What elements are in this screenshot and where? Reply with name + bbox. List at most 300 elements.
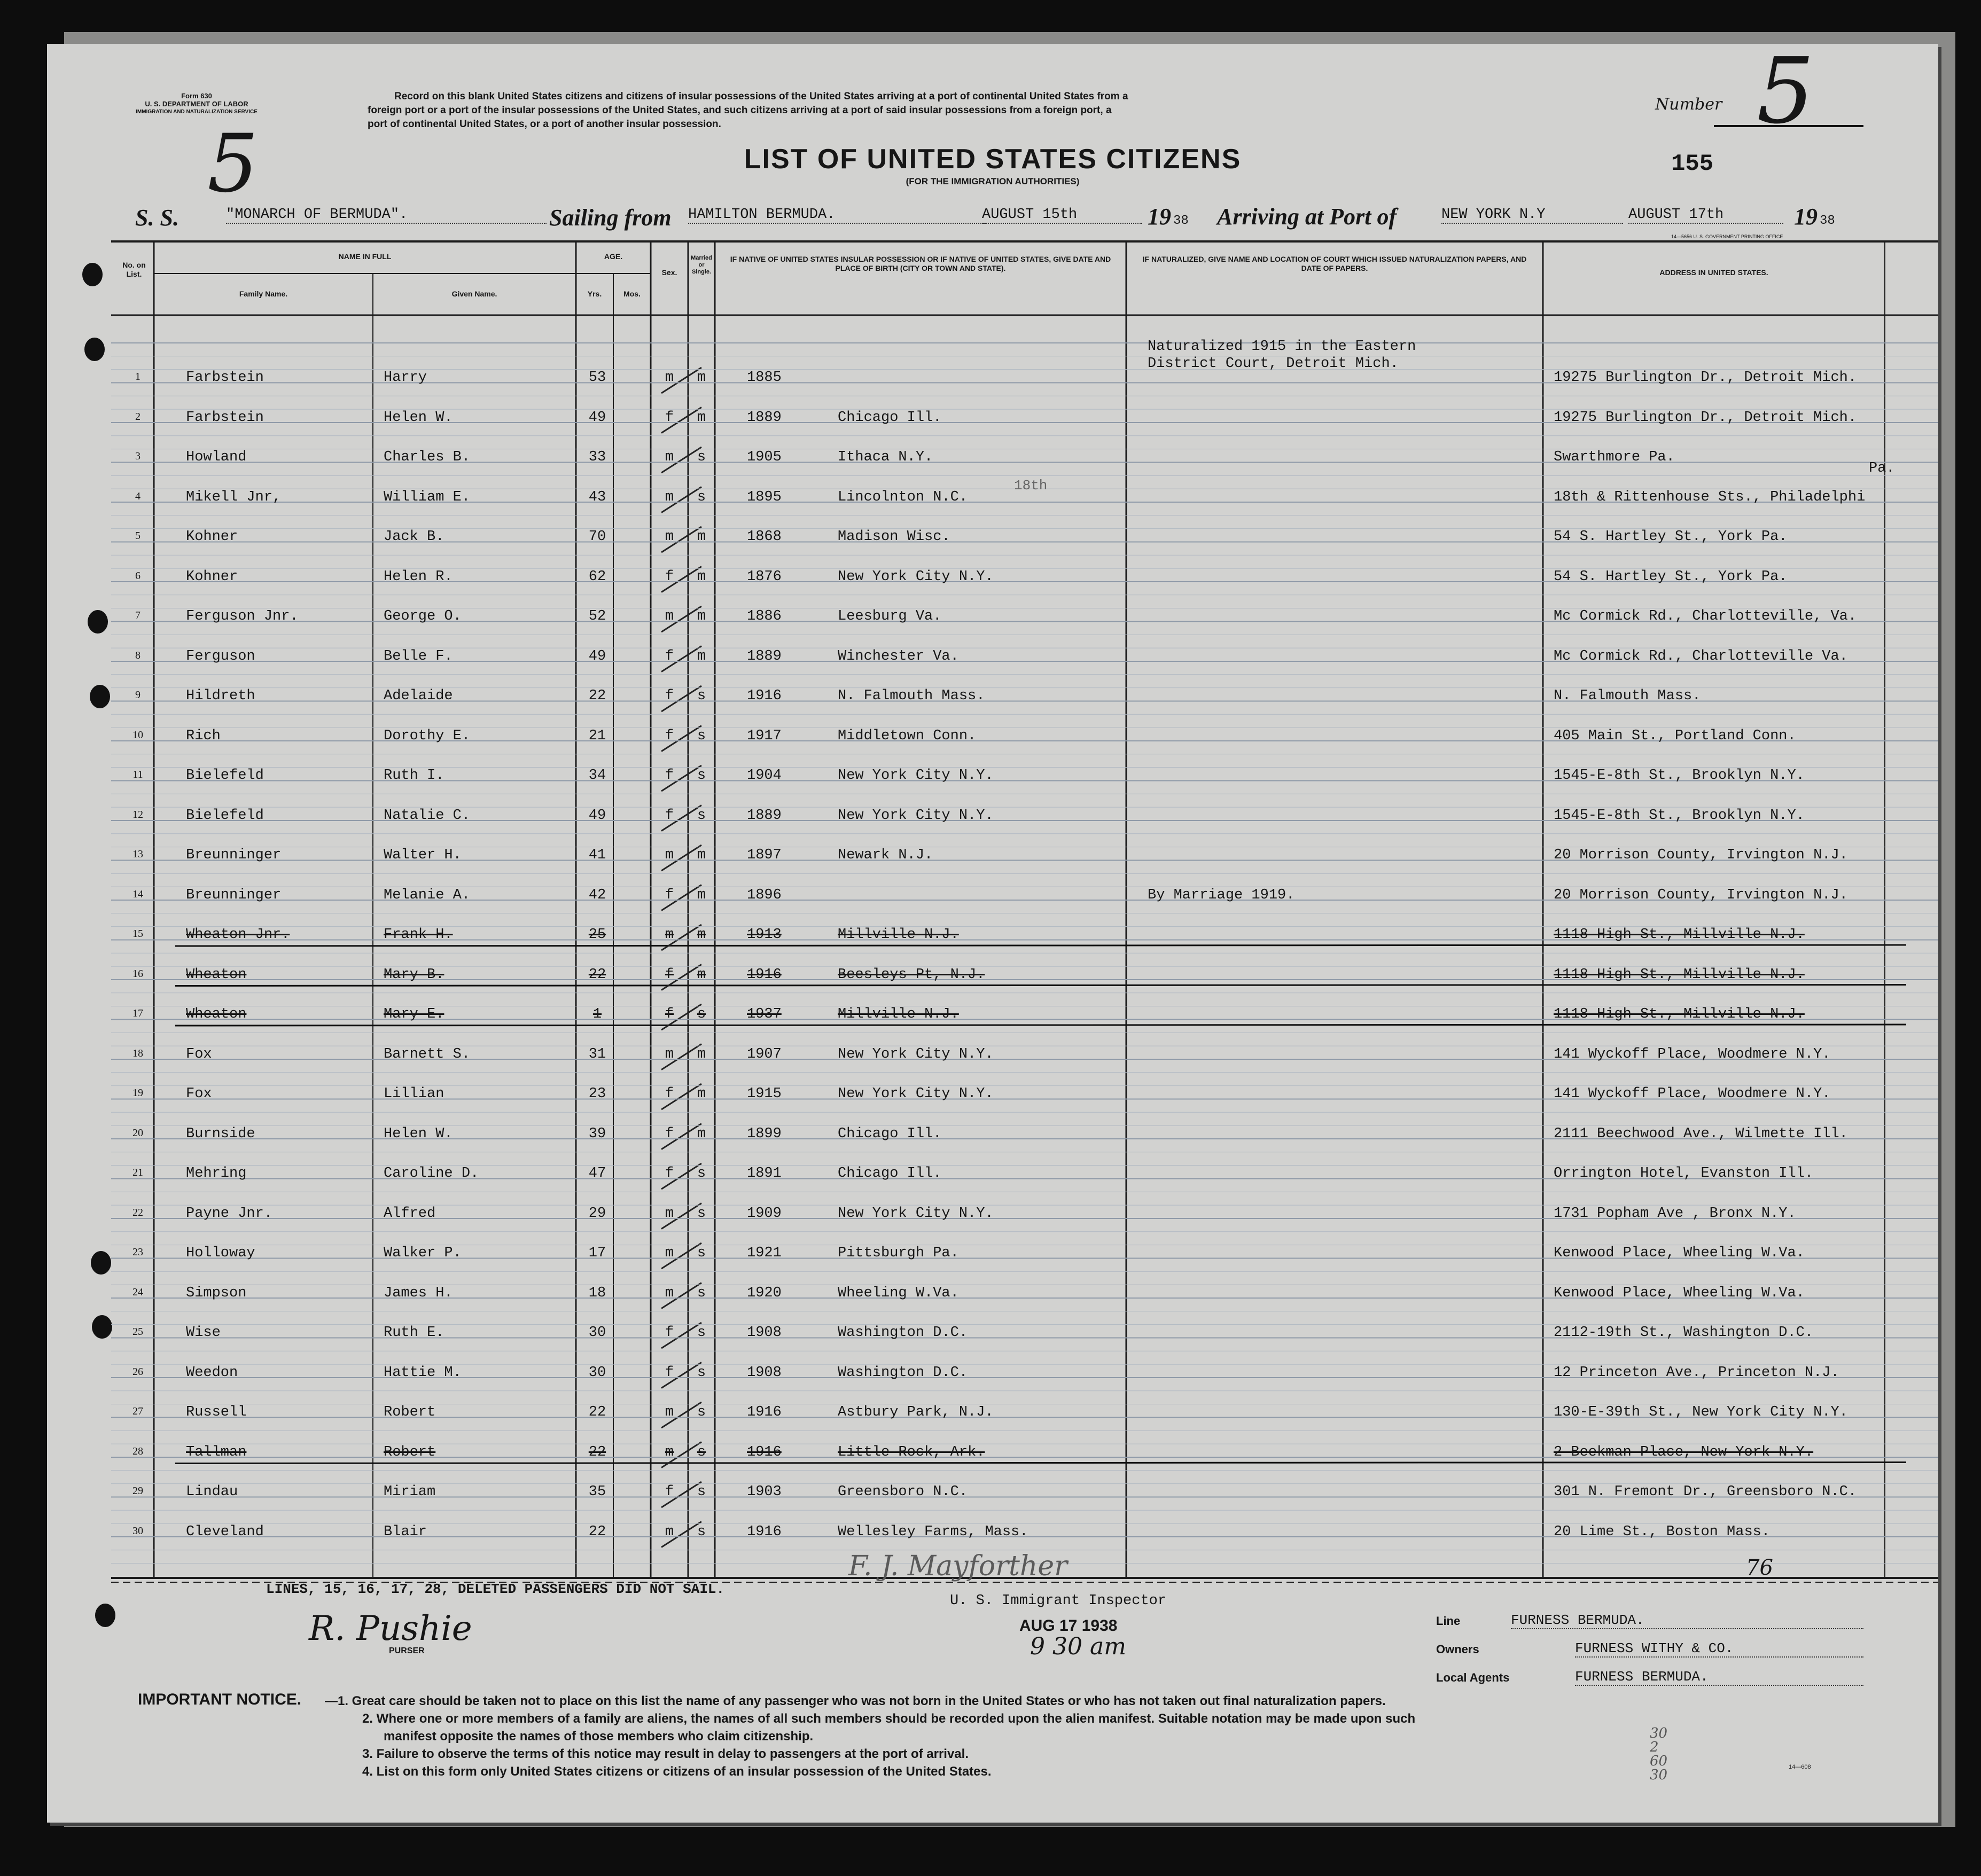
sex: f: [665, 1125, 674, 1142]
birth-year: 1916: [747, 1444, 782, 1460]
marital-status: s: [697, 688, 706, 704]
family-name: Kohner: [186, 568, 238, 585]
family-name: Wheaton: [186, 1006, 247, 1022]
col-head-sex: Sex.: [661, 268, 677, 277]
given-name: Frank H.: [384, 927, 453, 943]
number-value: 5: [1757, 44, 1815, 144]
address: 405 Main St., Portland Conn.: [1554, 728, 1796, 744]
family-name: Russell: [186, 1404, 247, 1420]
sex: f: [665, 1484, 674, 1500]
birth-year: 1876: [747, 568, 782, 585]
family-name: Farbstein: [186, 409, 264, 426]
tally-line: 60: [1650, 1753, 1668, 1769]
birth-year: 1897: [747, 847, 782, 863]
sex: f: [665, 966, 674, 983]
age-years: 49: [588, 807, 606, 824]
notice-item-1: —1. Great care should be taken not to place on this list the name of any passenger who was not born in the United States or who has not taken out final naturalization papers.: [325, 1694, 1386, 1708]
line-value: FURNESS BERMUDA.: [1511, 1612, 1863, 1629]
handwritten-sheet-number: 5: [207, 118, 259, 210]
birth-place: New York City N.Y.: [838, 1205, 994, 1222]
birth-place: New York City N.Y.: [838, 768, 994, 784]
marital-status: s: [697, 1364, 706, 1381]
birth-place: Astbury Park, N.J.: [838, 1404, 994, 1420]
row-number: 13: [132, 848, 143, 860]
birth-year: 1909: [747, 1205, 782, 1222]
age-years: 33: [588, 449, 606, 465]
marital-status: m: [697, 409, 706, 426]
family-name: Howland: [186, 449, 247, 465]
birth-place: Chicago Ill.: [838, 1125, 942, 1142]
marital-status: m: [697, 568, 706, 585]
table-row: [47, 1241, 1938, 1281]
marital-status: s: [697, 1444, 706, 1460]
marital-status: s: [697, 1006, 706, 1022]
given-name: Miriam: [384, 1484, 436, 1500]
address: 1118 High St., Millville N.J.: [1554, 966, 1805, 983]
birth-place: Pittsburgh Pa.: [838, 1245, 959, 1261]
family-name: Farbstein: [186, 370, 264, 386]
col-head-address: ADDRESS IN UNITED STATES.: [1659, 268, 1768, 277]
birth-place: New York City N.Y.: [838, 1046, 994, 1062]
col-head-family-name: Family Name.: [239, 290, 288, 298]
col-head-name-in-full: NAME IN FULL: [338, 252, 392, 261]
sex: f: [665, 688, 674, 704]
address: 2111 Beechwood Ave., Wilmette Ill.: [1554, 1125, 1848, 1142]
address: N. Falmouth Mass.: [1554, 688, 1701, 704]
sex: f: [665, 807, 674, 824]
sex: f: [665, 1364, 674, 1381]
marital-status: s: [697, 1325, 706, 1341]
col-head-given-name: Given Name.: [451, 290, 497, 298]
arriving-port: NEW YORK N.Y: [1441, 207, 1623, 224]
age-years: 29: [588, 1205, 606, 1222]
address: 2 Beekman Place, New York N.Y.: [1554, 1444, 1814, 1460]
given-name: Mary E.: [384, 1006, 444, 1022]
address: 1545-E-8th St., Brooklyn N.Y.: [1554, 807, 1805, 824]
naturalization-info-line2: District Court, Detroit Mich.: [1148, 356, 1399, 372]
row-number: 8: [135, 649, 141, 661]
row-number: 4: [135, 490, 141, 502]
notice-item-4: 4. List on this form only United States citizens or citizens of an insular possession of the United States.: [362, 1764, 992, 1779]
row-number: 12: [132, 808, 143, 820]
birth-year: 1916: [747, 1404, 782, 1420]
table-row: [47, 525, 1938, 565]
family-name: Breunninger: [186, 887, 282, 903]
given-name: Helen W.: [384, 1125, 453, 1142]
arrival-stamp-date: AUG 17 1938: [1019, 1617, 1118, 1635]
row-number: 15: [132, 928, 143, 940]
birth-year: 1908: [747, 1364, 782, 1381]
given-name: Ruth E.: [384, 1325, 444, 1341]
given-name: Lillian: [384, 1086, 444, 1102]
table-row: [47, 1082, 1938, 1122]
naturalization-info: Naturalized 1915 in the Eastern: [1148, 339, 1416, 355]
marital-status: m: [697, 1046, 706, 1062]
birth-place: Washington D.C.: [838, 1364, 968, 1381]
sex: m: [665, 529, 674, 545]
given-name: Helen W.: [384, 409, 453, 426]
age-years: 18: [588, 1285, 606, 1301]
row-number: 18: [132, 1047, 143, 1059]
table-row: [47, 684, 1938, 724]
sex: f: [665, 409, 674, 426]
age-years: 52: [588, 608, 606, 624]
birth-place: New York City N.Y.: [838, 1086, 994, 1102]
row-number: 9: [135, 689, 141, 701]
marital-status: s: [697, 1523, 706, 1540]
marital-status: m: [697, 966, 706, 983]
table-row: [47, 644, 1938, 684]
form-number: Form 630: [181, 92, 212, 100]
given-name: Melanie A.: [384, 887, 471, 903]
ship-name: "MONARCH OF BERMUDA".: [226, 207, 547, 224]
address: Kenwood Place, Wheeling W.Va.: [1554, 1285, 1805, 1301]
marital-status: s: [697, 768, 706, 784]
naturalization-info: By Marriage 1919.: [1148, 887, 1295, 903]
marital-status: s: [697, 728, 706, 744]
given-name: Walker P.: [384, 1245, 462, 1261]
given-name: Hattie M.: [384, 1364, 462, 1381]
birth-year: 1904: [747, 768, 782, 784]
given-name: Charles B.: [384, 449, 471, 465]
arriving-year: 38: [1820, 214, 1835, 228]
tally-line: 30: [1650, 1767, 1668, 1783]
marital-status: m: [697, 1125, 706, 1142]
family-name: Hildreth: [186, 688, 255, 704]
address: 54 S. Hartley St., York Pa.: [1554, 568, 1788, 585]
purser-label: PURSER: [389, 1646, 425, 1655]
age-years: 43: [588, 489, 606, 505]
row-number: 11: [132, 769, 143, 780]
row-number: 26: [132, 1365, 143, 1378]
inspector-signature: F. J. Mayforther: [848, 1550, 1067, 1582]
marital-status: m: [697, 887, 706, 903]
col-head-yrs: Yrs.: [587, 290, 602, 298]
given-name: James H.: [384, 1285, 453, 1301]
sex: m: [665, 1285, 674, 1301]
age-years: 22: [588, 1523, 606, 1540]
row-number: 20: [132, 1127, 143, 1139]
table-row: [47, 1002, 1938, 1042]
sailing-year: 38: [1173, 214, 1189, 228]
birth-year: 1889: [747, 409, 782, 426]
tally-line: 30: [1650, 1725, 1668, 1741]
owners-value: FURNESS WITHY & CO.: [1575, 1640, 1863, 1658]
address: 19275 Burlington Dr., Detroit Mich.: [1554, 409, 1857, 426]
address: Swarthmore Pa.: [1554, 449, 1675, 465]
birth-place: Millville N.J.: [838, 1006, 959, 1022]
birth-year: 1913: [747, 927, 782, 943]
address: 20 Lime St., Boston Mass.: [1554, 1523, 1771, 1540]
family-name: Cleveland: [186, 1523, 264, 1540]
given-name: Robert: [384, 1444, 436, 1460]
address: Kenwood Place, Wheeling W.Va.: [1554, 1245, 1805, 1261]
age-years: 34: [588, 768, 606, 784]
marital-status: s: [697, 1166, 706, 1182]
table-row: [47, 923, 1938, 963]
family-name: Wise: [186, 1325, 221, 1341]
birth-place: Middletown Conn.: [838, 728, 977, 744]
instruction-line: port of continental United States, or a port of another insular possession.: [368, 119, 721, 130]
family-name: Holloway: [186, 1245, 255, 1261]
birth-place: Ithaca N.Y.: [838, 449, 933, 465]
given-name: Ruth I.: [384, 768, 444, 784]
age-years: 22: [588, 1404, 606, 1420]
line-label: Line: [1436, 1614, 1461, 1628]
age-years: 39: [588, 1125, 606, 1142]
given-name: Blair: [384, 1523, 427, 1540]
birth-year: 1937: [747, 1006, 782, 1022]
table-row: [47, 485, 1938, 525]
arriving-label: Arriving at Port of: [1217, 204, 1397, 230]
col-head-birth: IF NATIVE OF UNITED STATES INSULAR POSSESSION OR IF NATIVE OF UNITED STATES, GIVE DATE AND PLACE OF BIRTH (CITY OR TOWN AND STATE).: [730, 255, 1111, 272]
age-years: 30: [588, 1325, 606, 1341]
birth-place: New York City N.Y.: [838, 807, 994, 824]
birth-year: 1915: [747, 1086, 782, 1102]
service-name: IMMIGRATION AND NATURALIZATION SERVICE: [136, 109, 258, 115]
notice-heading: IMPORTANT NOTICE.: [138, 1691, 302, 1708]
address: 141 Wyckoff Place, Woodmere N.Y.: [1554, 1086, 1831, 1102]
address: 12 Princeton Ave., Princeton N.J.: [1554, 1364, 1839, 1381]
col-head-married-single: Married or Single.: [691, 255, 712, 275]
address: 141 Wyckoff Place, Woodmere N.Y.: [1554, 1046, 1831, 1062]
address: 1731 Popham Ave , Bronx N.Y.: [1554, 1205, 1796, 1222]
address: 1118 High St., Millville N.J.: [1554, 927, 1805, 943]
family-name: Wheaton Jnr.: [186, 927, 290, 943]
col-head-age: AGE.: [604, 252, 623, 261]
sex: m: [665, 1404, 674, 1420]
row-number: 6: [135, 569, 141, 582]
col-head-naturalized: IF NATURALIZED, GIVE NAME AND LOCATION OF COURT WHICH ISSUED NATURALIZATION PAPERS, AND DATE OF PAPERS.: [1142, 255, 1527, 272]
age-years: 30: [588, 1364, 606, 1381]
page-subtitle: (FOR THE IMMIGRATION AUTHORITIES): [906, 176, 1080, 186]
birth-place: Chicago Ill.: [838, 409, 942, 426]
given-name: Dorothy E.: [384, 728, 471, 744]
table-row: [47, 1281, 1938, 1321]
marital-status: m: [697, 1086, 706, 1102]
birth-year: 1916: [747, 1523, 782, 1540]
age-years: 47: [588, 1166, 606, 1182]
table-row: [47, 1361, 1938, 1401]
birth-year: 1916: [747, 688, 782, 704]
deleted-passengers-note: LINES, 15, 16, 17, 28, DELETED PASSENGERS DID NOT SAIL.: [266, 1581, 725, 1597]
age-years: 1: [592, 1006, 602, 1022]
address: 20 Morrison County, Irvington N.J.: [1554, 847, 1848, 863]
department-name: U. S. DEPARTMENT OF LABOR: [145, 100, 248, 108]
row-number: 10: [132, 729, 143, 741]
instruction-line: foreign port or a port of the insular possessions of the United States, and such citizens arriving at a port of said insular possessions from a foreign port, a: [368, 105, 1112, 116]
family-name: Breunninger: [186, 847, 282, 863]
table-row: [47, 803, 1938, 843]
birth-year: 1903: [747, 1484, 782, 1500]
table-row: [47, 1480, 1938, 1520]
sex: f: [665, 1006, 674, 1022]
given-name: Adelaide: [384, 688, 453, 704]
table-row: [47, 604, 1938, 644]
sex: f: [665, 887, 674, 903]
sex: m: [665, 927, 674, 943]
page-number: 155: [1671, 151, 1714, 177]
sex: f: [665, 1166, 674, 1182]
given-name: Caroline D.: [384, 1166, 479, 1182]
age-years: 53: [588, 370, 606, 386]
instruction-line: Record on this blank United States citizens and citizens of insular possessions of the United States arriving at a port of continental United States from a: [394, 91, 1128, 102]
family-name: Fox: [186, 1086, 212, 1102]
family-name: Ferguson Jnr.: [186, 608, 299, 624]
ss-label: S. S.: [135, 205, 179, 231]
birth-place: Greensboro N.C.: [838, 1484, 968, 1500]
address: 19275 Burlington Dr., Detroit Mich.: [1554, 370, 1857, 386]
printer-mark: 14—5656 U. S. GOVERNMENT PRINTING OFFICE: [1671, 234, 1783, 239]
given-name: Barnett S.: [384, 1046, 471, 1062]
given-name: Mary B.: [384, 966, 444, 983]
row-number: 2: [135, 410, 141, 423]
given-name: Harry: [384, 370, 427, 386]
family-name: Ferguson: [186, 648, 255, 665]
table-row: [47, 843, 1938, 883]
sailing-date: AUGUST 15th: [982, 207, 1142, 224]
birth-place: Chicago Ill.: [838, 1166, 942, 1182]
sex: m: [665, 449, 674, 465]
table-row: [47, 763, 1938, 803]
marital-status: m: [697, 847, 706, 863]
row-number: 27: [132, 1405, 143, 1417]
birth-place: Lincolnton N.C.: [838, 489, 968, 505]
sex: m: [665, 1205, 674, 1222]
owners-label: Owners: [1436, 1643, 1479, 1656]
family-name: Tallman: [186, 1444, 247, 1460]
sailing-label: Sailing from: [549, 205, 672, 231]
marital-status: s: [697, 1484, 706, 1500]
table-row: [47, 565, 1938, 605]
given-name: Helen R.: [384, 568, 453, 585]
given-name: George O.: [384, 608, 462, 624]
col-head-mos: Mos.: [623, 290, 641, 298]
age-years: 35: [588, 1484, 606, 1500]
table-row: [47, 1201, 1938, 1241]
address: 1545-E-8th St., Brooklyn N.Y.: [1554, 768, 1805, 784]
family-name: Bielefeld: [186, 807, 264, 824]
family-name: Wheaton: [186, 966, 247, 983]
given-name: Belle F.: [384, 648, 453, 665]
birth-place: New York City N.Y.: [838, 568, 994, 585]
marital-status: s: [697, 1205, 706, 1222]
purser-signature: R. Pushie: [309, 1609, 472, 1648]
marital-status: s: [697, 449, 706, 465]
table-row: [47, 1440, 1938, 1480]
row-number: 23: [132, 1246, 143, 1258]
birth-year: 1891: [747, 1166, 782, 1182]
agents-value: FURNESS BERMUDA.: [1575, 1669, 1863, 1686]
marital-status: m: [697, 608, 706, 624]
table-row: [47, 1042, 1938, 1082]
sex: f: [665, 1086, 674, 1102]
birth-year: 1886: [747, 608, 782, 624]
birth-place: Newark N.J.: [838, 847, 933, 863]
arriving-date: AUGUST 17th: [1628, 207, 1783, 224]
birth-year: 1889: [747, 648, 782, 665]
notice-item-2: 2. Where one or more members of a family are aliens, the names of all such members should be recorded upon the alien manifest. Suitable notation may be made upon such: [362, 1711, 1416, 1726]
sex: m: [665, 847, 674, 863]
age-years: 31: [588, 1046, 606, 1062]
age-years: 70: [588, 529, 606, 545]
age-years: 62: [588, 568, 606, 585]
manifest-page: [47, 44, 1938, 1823]
given-name: William E.: [384, 489, 471, 505]
address: 1118 High St., Millville N.J.: [1554, 1006, 1805, 1022]
address: Orrington Hotel, Evanston Ill.: [1554, 1166, 1814, 1182]
address: Mc Cormick Rd., Charlotteville, Va.: [1554, 608, 1857, 624]
family-name: Bielefeld: [186, 768, 264, 784]
row-number: 5: [135, 530, 141, 542]
family-name: Kohner: [186, 529, 238, 545]
address: 54 S. Hartley St., York Pa.: [1554, 529, 1788, 545]
birth-year: 1907: [747, 1046, 782, 1062]
family-name: Rich: [186, 728, 221, 744]
given-name: Robert: [384, 1404, 436, 1420]
table-row: [47, 963, 1938, 1003]
family-name: Lindau: [186, 1484, 238, 1500]
birth-year: 1921: [747, 1245, 782, 1261]
sex: f: [665, 568, 674, 585]
row-number: 22: [132, 1206, 143, 1218]
birth-year: 1868: [747, 529, 782, 545]
row-number: 24: [132, 1286, 143, 1298]
sex: m: [665, 1245, 674, 1261]
address: 20 Morrison County, Irvington N.J.: [1554, 887, 1848, 903]
table-row: [47, 724, 1938, 764]
row-number: 3: [135, 450, 141, 462]
page-title: LIST OF UNITED STATES CITIZENS: [744, 144, 1242, 175]
sex: m: [665, 1523, 674, 1540]
table-row: [47, 445, 1938, 485]
sailing-year-prefix: 19: [1148, 204, 1171, 230]
marital-status: s: [697, 1245, 706, 1261]
birth-year: 1920: [747, 1285, 782, 1301]
row-number: 28: [132, 1445, 143, 1457]
tally-notes: [1650, 1726, 1667, 1782]
sex: f: [665, 728, 674, 744]
family-name: Mikell Jnr,: [186, 489, 282, 505]
table-row: [47, 883, 1938, 923]
tally-line: 2: [1650, 1739, 1659, 1755]
page-total: 76: [1746, 1555, 1773, 1580]
inspector-label: U. S. Immigrant Inspector: [950, 1593, 1167, 1609]
birth-place: Winchester Va.: [838, 648, 959, 665]
age-years: 22: [588, 966, 606, 983]
birth-place: Millville N.J.: [838, 927, 959, 943]
sex: m: [665, 489, 674, 505]
birth-place: Washington D.C.: [838, 1325, 968, 1341]
row-number: 14: [132, 888, 143, 900]
birth-year: 1905: [747, 449, 782, 465]
notice-item-3: 3. Failure to observe the terms of this notice may result in delay to passengers at the port of arrival.: [362, 1747, 969, 1761]
age-years: 21: [588, 728, 606, 744]
birth-year: 1896: [747, 887, 782, 903]
family-name: Fox: [186, 1046, 212, 1062]
table-row: [47, 1122, 1938, 1162]
arrival-stamp-time: 9 30 am: [1030, 1633, 1126, 1660]
form-code: 14—608: [1789, 1764, 1811, 1770]
age-years: 23: [588, 1086, 606, 1102]
row-number: 19: [132, 1087, 143, 1099]
marital-status: s: [697, 489, 706, 505]
row-number: 30: [132, 1525, 143, 1537]
age-years: 49: [588, 409, 606, 426]
birth-place: Madison Wisc.: [838, 529, 950, 545]
address: 301 N. Fremont Dr., Greensboro N.C.: [1554, 1484, 1857, 1500]
age-years: 25: [588, 927, 606, 943]
